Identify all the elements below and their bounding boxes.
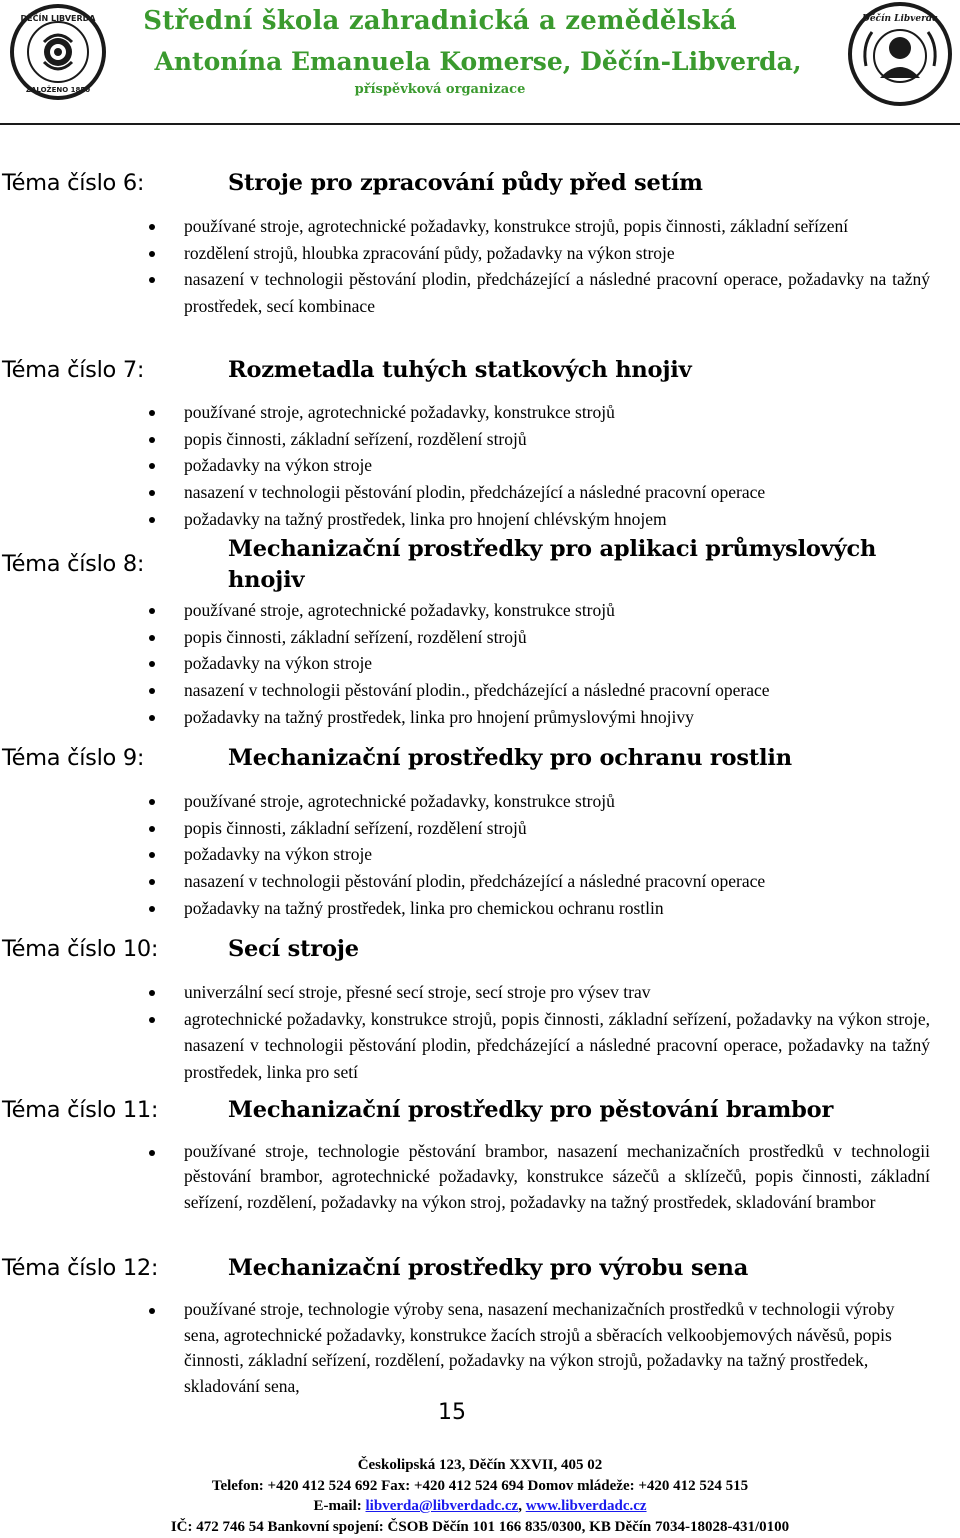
topic-7-bullet-list (140, 399, 930, 533)
list-item: nasazení v technologii pěstování plodin, předcházející a následné pracovní operace (140, 479, 930, 506)
list-item: rozdělení strojů, hloubka zpracování půdy, požadavky na výkon stroje (140, 240, 930, 267)
portrait-emblem-icon (852, 6, 948, 102)
list-item: požadavky na výkon stroje (140, 841, 930, 868)
topic-12-label: Téma číslo 12: (2, 1255, 159, 1281)
list-item: agrotechnické požadavky, konstrukce strojů, popis činnosti, základní seřízení, požadavky na výkon stroje, nasazení v technologii pěstování plodin, předcházející a následné pracovní operace, požadavky na tažný prostředek, linka pro setí (140, 1006, 930, 1086)
topic-11-label: Téma číslo 11: (2, 1097, 159, 1123)
topic-8-title-line1: Mechanizační prostředky pro aplikaci průmyslových (228, 536, 877, 562)
footer-company-ids: IČ: 472 746 54 Bankovní spojení: ČSOB Děčín 101 166 835/0300, KB Děčín 7034-18028-431/0100 (170, 1518, 790, 1535)
topic-11-title: Mechanizační prostředky pro pěstování brambor (228, 1097, 834, 1123)
list-item: požadavky na tažný prostředek, linka pro chemickou ochranu rostlin (140, 895, 930, 922)
list-item: požadavky na tažný prostředek, linka pro hnojení průmyslovými hnojivy (140, 704, 930, 731)
list-item: požadavky na výkon stroje (140, 452, 930, 479)
list-item: požadavky na výkon stroje (140, 650, 930, 677)
list-item: používané stroje, agrotechnické požadavky, konstrukce strojů (140, 399, 930, 426)
topic-6-label: Téma číslo 6: (2, 170, 145, 196)
list-item: používané stroje, technologie pěstování brambor, nasazení mechanizačních prostředků v technologii pěstování brambor, agrotechnické požadavky, konstrukce sázečů a sklízečů, popis činnosti, základní seřízení, rozdělení, požadavky na výkon stroj, požadavky na tažný prostředek, skladování brambor (140, 1139, 930, 1215)
list-item: univerzální secí stroje, přesné secí stroje, secí stroje pro výsev trav (140, 979, 930, 1006)
letterhead (0, 0, 960, 118)
topic-7-title: Rozmetadla tuhých statkových hnojiv (228, 357, 692, 383)
website-link[interactable]: www.libverdadc.cz (525, 1498, 647, 1514)
header-divider (0, 123, 960, 125)
topic-8-title-line2: hnojiv (228, 567, 305, 593)
school-name-line3: příspěvková organizace (354, 82, 526, 97)
list-item: popis činnosti, základní seřízení, rozdělení strojů (140, 426, 930, 453)
footer-contacts: E-mail: libverda@libverdadc.cz, www.libverdadc.cz (313, 1498, 647, 1514)
topic-10-label: Téma číslo 10: (2, 936, 159, 962)
topic-8-bullet-list (140, 597, 930, 731)
page-number: 15 (438, 1400, 466, 1425)
topic-6-title: Stroje pro zpracování půdy před setím (228, 170, 703, 196)
topic-12-title: Mechanizační prostředky pro výrobu sena (228, 1255, 749, 1281)
school-logo-right (848, 2, 952, 106)
footer-phones: Telefon: +420 412 524 692 Fax: +420 412 524 694 Domov mládeže: +420 412 524 515 (211, 1477, 749, 1494)
logo-right-top-text: Děčín Libverda (862, 14, 938, 24)
topic-9-label: Téma číslo 9: (2, 745, 145, 771)
email-link[interactable]: libverda@libverdadc.cz (365, 1498, 519, 1514)
logo-left-bottom-text: ZALOŽENO 1850 (25, 86, 91, 94)
footer-address: Českolipská 123, Děčín XXVII, 405 02 (357, 1457, 603, 1473)
topic-9-bullet-list (140, 788, 930, 922)
topic-10-title: Secí stroje (228, 936, 359, 962)
list-item: nasazení v technologii pěstování plodin, předcházející a následné pracovní operace, požadavky na tažný prostředek, secí kombinace (140, 266, 930, 319)
school-name-line1: Střední škola zahradnická a zemědělská (143, 6, 737, 36)
topic-12-bullet-list (140, 1297, 930, 1399)
list-item: používané stroje, agrotechnické požadavky, konstrukce strojů (140, 597, 930, 624)
list-item: popis činnosti, základní seřízení, rozdělení strojů (140, 624, 930, 651)
list-item: nasazení v technologii pěstování plodin, předcházející a následné pracovní operace (140, 868, 930, 895)
topic-7-label: Téma číslo 7: (2, 357, 145, 383)
topic-6-bullet-list (140, 213, 930, 319)
list-item: požadavky na tažný prostředek, linka pro hnojení chlévským hnojem (140, 506, 930, 533)
school-name-line2: Antonína Emanuela Komerse, Děčín-Libverda, (154, 47, 802, 76)
list-item: nasazení v technologii pěstování plodin., předcházející a následné pracovní operace (140, 677, 930, 704)
list-item: používané stroje, technologie výroby sena, nasazení mechanizačních prostředků v technologii výroby sena, agrotechnické požadavky, konstrukce žacích strojů a sběracích velkoobjemových návěsů, popis činnosti, základní seřízení, rozdělení, požadavky na výkon strojů, požadavky na tažný prostředek, skladování sena, (140, 1297, 930, 1399)
topic-8-label: Téma číslo 8: (2, 551, 145, 577)
footer (0, 1455, 960, 1537)
list-item: popis činnosti, základní seřízení, rozdělení strojů (140, 815, 930, 842)
list-item: používané stroje, agrotechnické požadavky, konstrukce strojů (140, 788, 930, 815)
topic-11-bullet-list (140, 1139, 930, 1215)
footer-email-label: E-mail: (313, 1498, 362, 1514)
list-item: používané stroje, agrotechnické požadavky, konstrukce strojů, popis činnosti, základní seřízení (140, 213, 930, 240)
topic-9-title: Mechanizační prostředky pro ochranu rostlin (228, 745, 792, 771)
topic-10-bullet-list (140, 979, 930, 1085)
logo-left-top-text: DĚČÍN LIBVERDA (20, 14, 96, 23)
